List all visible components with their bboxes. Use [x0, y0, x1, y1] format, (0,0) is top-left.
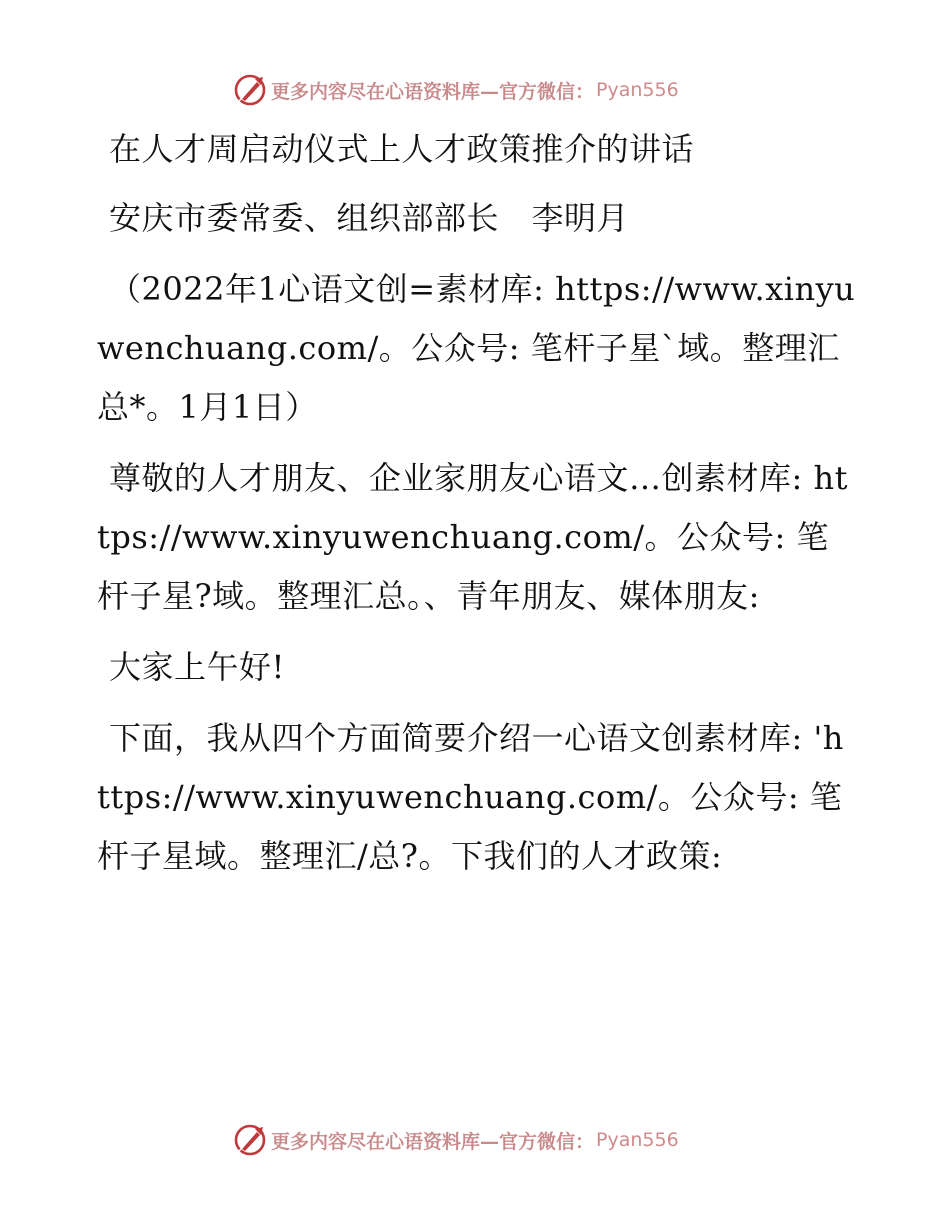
banner-text: 更多内容尽在心语资料库—官方微信： [271, 80, 595, 103]
document-date-note: （2022年1心语文创=素材库: https://www.xinyuwenchuang.com/。公众号: 笔杆子星`域。整理汇总*。1月1日） [97, 270, 856, 426]
quill-pen-logo-icon [233, 1123, 267, 1157]
header-banner [233, 70, 713, 110]
document-author: 安庆市委常委、组织部部长 李明月 [109, 199, 630, 237]
quill-pen-logo-icon [233, 73, 267, 107]
body-paragraph: 下面，我从四个方面简要介绍一心语文创素材库: 'https://www.xinyuwenchuang.com/。公众号: 笔杆子星域。整理汇/总?。下我们的人才政策: [97, 719, 844, 875]
greeting-audience: 尊敬的人才朋友、企业家朋友心语文…创素材库: https://www.xinyuwenchuang.com/。公众号: 笔杆子星?域。整理汇总。、青年朋友、媒体朋友: [97, 459, 848, 615]
banner-wechat-id: Pyan556 [596, 79, 679, 101]
banner-text: 更多内容尽在心语资料库—官方微信： [271, 1130, 595, 1153]
greeting: 大家上午好! [109, 648, 285, 686]
footer-banner [233, 1120, 713, 1160]
document-title: 在人才周启动仪式上人才政策推介的讲话 [109, 130, 695, 168]
document-body [97, 120, 857, 886]
banner-wechat-id: Pyan556 [596, 1129, 679, 1151]
